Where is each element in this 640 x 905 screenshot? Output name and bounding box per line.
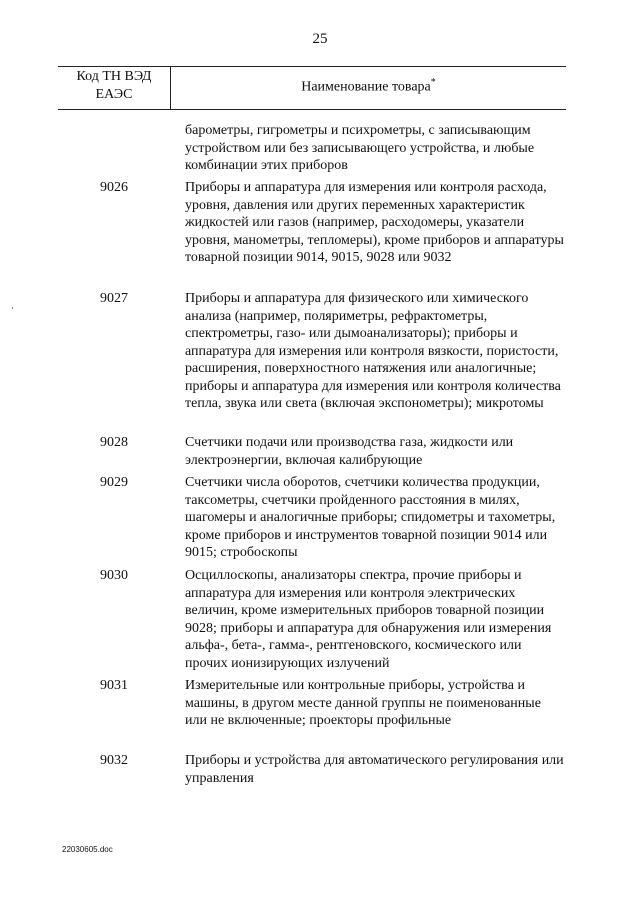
row-description: Приборы и устройства для автоматического регулирования или управления — [185, 753, 564, 786]
row-description: Осциллоскопы, анализаторы спектра, прочие приборы и аппаратура для измерения или контроля электрических величин, кроме измерительных приборов товарной позиции 9028; приборы и аппаратура для обнаружения или измерения альфа-, бета-, гамма-, рентгеновского, космического или прочих ионизирующих излучений — [185, 568, 552, 671]
row-code: 9031 — [100, 678, 128, 693]
row-code: 9030 — [100, 568, 128, 583]
footnote-mark: * — [430, 77, 436, 88]
row-code: 9029 — [100, 475, 128, 490]
row-code: 9028 — [100, 435, 128, 450]
row-description: Измерительные или контрольные приборы, устройства и машины, в другом месте данной группы не поименованные или не включенные; проекторы профильные — [185, 678, 541, 728]
margin-mark — [12, 307, 13, 309]
row-description: Приборы и аппаратура для измерения или контроля расхода, уровня, давления или других переменных характеристик жидкостей или газов (например, расходомеры, указатели уровня, манометры, тепломеры), кроме приборов и аппаратуры товарной позиции 9014, 9015, 9028 или 9032 — [185, 180, 564, 265]
row-description: Счетчики числа оборотов, счетчики количества продукции, таксометры, счетчики пройденного расстояния в милях, шагомеры и аналогичные приборы; спидометры и тахометры, кроме приборов и инструментов товарной позиции 9014 или 9015; стробоскопы — [185, 475, 556, 560]
column-header-name-text: Наименование товара — [301, 79, 431, 95]
row-description: барометры, гигрометры и психрометры, с записывающим устройством или без записывающего устройства, и любые комбинации этих приборов — [185, 123, 535, 173]
table-header-bottom-rule — [58, 109, 566, 110]
row-code: 9027 — [100, 291, 128, 306]
row-code: 9032 — [100, 753, 128, 768]
page-number: 25 — [312, 31, 328, 47]
column-header-name — [171, 77, 566, 96]
column-header-code: Код ТН ВЭД ЕАЭС — [76, 69, 152, 102]
row-description: Счетчики подачи или производства газа, жидкости или электроэнергии, включая калибрующие — [185, 435, 514, 468]
row-code: 9026 — [100, 180, 128, 195]
row-description: Приборы и аппаратура для физического или химического анализа (например, поляриметры, рефрактометры, спектрометры, газо- или дымоанализаторы); приборы и аппаратура для измерения или контроля вязкости, пористости, расширения, поверхностного натяжения или аналогичные; приборы и аппаратура для измерения или контроля количества тепла, звука или света (включая экспонометры); микротомы — [185, 291, 561, 411]
document-filename: 22030605.doc — [62, 845, 113, 854]
table-header-top-rule — [58, 66, 566, 67]
